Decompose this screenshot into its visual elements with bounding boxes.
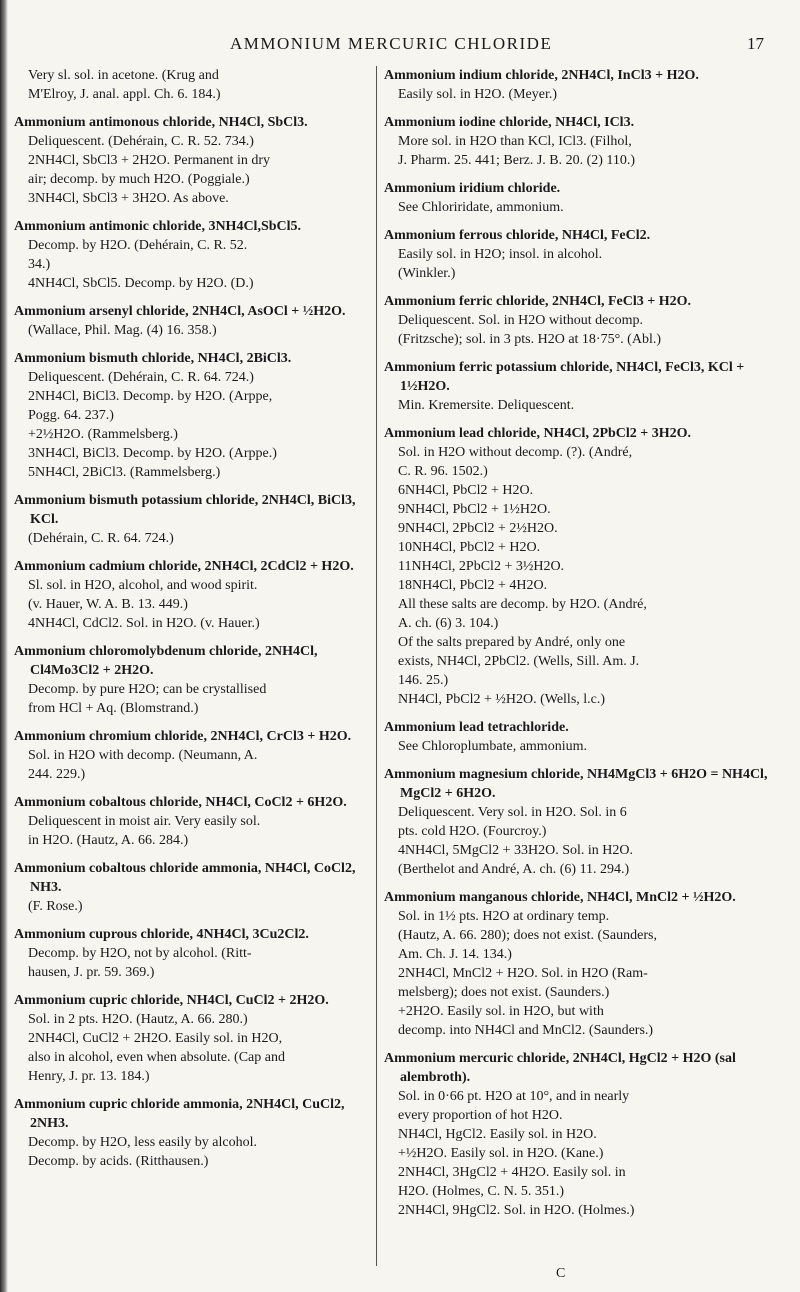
entry [14,349,370,482]
entry-line: air; decomp. by much H2O. (Poggiale.) [28,172,250,187]
entry-line: 2NH4Cl, 9HgCl2. Sol. in H2O. (Holmes.) [398,1203,635,1218]
entry [14,557,370,633]
entry-line: 34.) [28,257,51,272]
entry-line: 4NH4Cl, CdCl2. Sol. in H2O. (v. Hauer.) [28,616,260,631]
entry-line: decomp. into NH4Cl and MnCl2. (Saunders.) [398,1023,654,1038]
entry-line: Sol. in 0·66 pt. H2O at 10°, and in nearly [398,1089,630,1104]
entry [14,302,370,340]
entry-line: NH4Cl, PbCl2 + ½H2O. (Wells, l.c.) [398,692,606,707]
entry-heading: Ammonium cobaltous chloride ammonia, NH4Cl, CoCl2, NH3. [14,861,356,895]
entry-line: in H2O. (Hautz, A. 66. 284.) [28,833,189,848]
binding-edge [0,0,8,1292]
entry-line: exists, NH4Cl, 2PbCl2. (Wells, Sill. Am. J. [398,654,640,669]
entry-line: 11NH4Cl, 2PbCl2 + 3½H2O. [398,559,565,574]
entry-line: melsberg); does not exist. (Saunders.) [398,985,610,1000]
left-column [14,66,370,1276]
entry-heading: Ammonium manganous chloride, NH4Cl, MnCl2 + ½H2O. [384,890,736,905]
entry-heading: Ammonium indium chloride, 2NH4Cl, InCl3 + H2O. [384,68,699,83]
entry-line: J. Pharm. 25. 441; Berz. J. B. 20. (2) 110.) [398,153,636,168]
entry-heading: Ammonium arsenyl chloride, 2NH4Cl, AsOCl + ½H2O. [14,304,346,319]
entry-line: Deliquescent. Sol. in H2O without decomp. [398,313,643,328]
entry [384,66,768,104]
entry [384,358,768,415]
entry-line: every proportion of hot H2O. [398,1108,563,1123]
entry-line: 146. 25.) [398,673,449,688]
entry-line: Very sl. sol. in acetone. (Krug and [28,68,219,83]
entry-line: (Berthelot and André, A. ch. (6) 11. 294.) [398,862,630,877]
entry-line: (Fritzsche); sol. in 3 pts. H2O at 18·75°. (Abl.) [398,332,662,347]
entry [384,765,768,879]
entry [14,642,370,718]
entry [384,1049,768,1220]
entry [384,226,768,283]
entry-line: (Dehérain, C. R. 64. 724.) [28,531,174,546]
entry [384,179,768,217]
entry-line: 2NH4Cl, SbCl3 + 2H2O. Permanent in dry [28,153,270,168]
entry-line: A. ch. (6) 3. 104.) [398,616,499,631]
entry-heading: Ammonium cuprous chloride, 4NH4Cl, 3Cu2Cl2. [14,927,309,942]
entry-line: (Hautz, A. 66. 280); does not exist. (Saunders, [398,928,657,943]
entry-line: 2NH4Cl, 3HgCl2 + 4H2O. Easily sol. in [398,1165,626,1180]
entry [14,217,370,293]
entry-line: 2NH4Cl, MnCl2 + H2O. Sol. in H2O (Ram- [398,966,648,981]
entry-line: Sl. sol. in H2O, alcohol, and wood spirit. [28,578,258,593]
entry-heading: Ammonium ferric chloride, 2NH4Cl, FeCl3 + H2O. [384,294,691,309]
entry-line: 9NH4Cl, 2PbCl2 + 2½H2O. [398,521,558,536]
column-divider [376,66,377,1266]
entry-line: Decomp. by pure H2O; can be crystallised [28,682,267,697]
entry-line: Pogg. 64. 237.) [28,408,114,423]
entry-heading: Ammonium bismuth potassium chloride, 2NH4Cl, BiCl3, KCl. [14,493,356,527]
entry-line: 3NH4Cl, BiCl3. Decomp. by H2O. (Arppe.) [28,446,277,461]
entry-line: C. R. 96. 1502.) [398,464,488,479]
entry-line: Decomp. by H2O, less easily by alcohol. [28,1135,258,1150]
entry-heading: Ammonium magnesium chloride, NH4MgCl3 + 6H2O = NH4Cl, MgCl2 + 6H2O. [384,767,768,801]
running-title: AMMONIUM MERCURIC CHLORIDE [230,34,553,53]
entry-line: +2½H2O. (Rammelsberg.) [28,427,178,442]
entry-line: (Wallace, Phil. Mag. (4) 16. 358.) [28,323,217,338]
entry-line: Sol. in 1½ pts. H2O at ordinary temp. [398,909,610,924]
page-header [0,34,800,58]
entry-heading: Ammonium bismuth chloride, NH4Cl, 2BiCl3. [14,351,292,366]
entry-line: 5NH4Cl, 2BiCl3. (Rammelsberg.) [28,465,221,480]
entry-line: (Winkler.) [398,266,456,281]
entry-line: 10NH4Cl, PbCl2 + H2O. [398,540,541,555]
entry-line: See Chloriridate, ammonium. [398,200,564,215]
entry-line: +2H2O. Easily sol. in H2O, but with [398,1004,604,1019]
entry-heading: Ammonium antimonous chloride, NH4Cl, SbCl3. [14,115,308,130]
entry-line: 2NH4Cl, BiCl3. Decomp. by H2O. (Arppe, [28,389,273,404]
entry-line: 244. 229.) [28,767,86,782]
entry-line: also in alcohol, even when absolute. (Cap and [28,1050,285,1065]
entry-line: 3NH4Cl, SbCl3 + 3H2O. As above. [28,191,229,206]
entry-line: Deliquescent. (Dehérain, C. R. 52. 734.) [28,134,254,149]
entry-heading: Ammonium chromium chloride, 2NH4Cl, CrCl3 + H2O. [14,729,352,744]
entry-heading: Ammonium ferric potassium chloride, NH4Cl, FeCl3, KCl + 1½H2O. [384,360,745,394]
entry-heading: Ammonium cupric chloride ammonia, 2NH4Cl, CuCl2, 2NH3. [14,1097,345,1131]
entry-line: Deliquescent. Very sol. in H2O. Sol. in 6 [398,805,627,820]
entry [14,1095,370,1171]
entry-heading: Ammonium iodine chloride, NH4Cl, ICl3. [384,115,635,130]
entry-line: 9NH4Cl, PbCl2 + 1½H2O. [398,502,551,517]
entry-line: (v. Hauer, W. A. B. 13. 449.) [28,597,188,612]
entry-line: Min. Kremersite. Deliquescent. [398,398,575,413]
entry-line: More sol. in H2O than KCl, ICl3. (Filhol, [398,134,632,149]
entry-heading: Ammonium cobaltous chloride, NH4Cl, CoCl2 + 6H2O. [14,795,347,810]
entry-heading: Ammonium iridium chloride. [384,181,561,196]
entry [14,66,370,104]
signature-mark: C [556,1266,566,1281]
entry-line: (F. Rose.) [28,899,83,914]
entry-line: +½H2O. Easily sol. in H2O. (Kane.) [398,1146,604,1161]
entry [14,859,370,916]
entry-line: 6NH4Cl, PbCl2 + H2O. [398,483,534,498]
entry [384,113,768,170]
entry-line: 4NH4Cl, SbCl5. Decomp. by H2O. (D.) [28,276,254,291]
page-number: 17 [747,34,764,53]
entry [384,888,768,1040]
entry-heading: Ammonium ferrous chloride, NH4Cl, FeCl2. [384,228,651,243]
entry [14,727,370,784]
entry-heading: Ammonium chloromolybdenum chloride, 2NH4Cl, Cl4Mo3Cl2 + 2H2O. [14,644,318,678]
entry-line: Deliquescent. (Dehérain, C. R. 64. 724.) [28,370,254,385]
entry [384,424,768,709]
entry-line: Sol. in H2O without decomp. (?). (André, [398,445,633,460]
entry [14,793,370,850]
entry-line: Sol. in H2O with decomp. (Neumann, A. [28,748,258,763]
entry-line: All these salts are decomp. by H2O. (André, [398,597,647,612]
entry-heading: Ammonium lead tetrachloride. [384,720,569,735]
entry [14,925,370,982]
entry-line: M'Elroy, J. anal. appl. Ch. 6. 184.) [28,87,221,102]
entry-line: 18NH4Cl, PbCl2 + 4H2O. [398,578,548,593]
entry-heading: Ammonium cupric chloride, NH4Cl, CuCl2 + 2H2O. [14,993,329,1008]
entry-line: hausen, J. pr. 59. 369.) [28,965,155,980]
entry-heading: Ammonium antimonic chloride, 3NH4Cl,SbCl5. [14,219,302,234]
entry-line: 4NH4Cl, 5MgCl2 + 33H2O. Sol. in H2O. [398,843,634,858]
entry-line: 2NH4Cl, CuCl2 + 2H2O. Easily sol. in H2O, [28,1031,283,1046]
entry-line: pts. cold H2O. (Fourcroy.) [398,824,547,839]
entry-line: Decomp. by H2O. (Dehérain, C. R. 52. [28,238,248,253]
entry-heading: Ammonium lead chloride, NH4Cl, 2PbCl2 + 3H2O. [384,426,692,441]
entry-heading: Ammonium mercuric chloride, 2NH4Cl, HgCl2 + H2O (sal alembroth). [384,1051,736,1085]
entry-line: See Chloroplumbate, ammonium. [398,739,587,754]
entry-line: from HCl + Aq. (Blomstrand.) [28,701,199,716]
entry-line: NH4Cl, HgCl2. Easily sol. in H2O. [398,1127,597,1142]
entry [384,292,768,349]
entry [14,991,370,1086]
right-column [384,66,768,1276]
entry-line: Decomp. by H2O, not by alcohol. (Ritt- [28,946,252,961]
entry-line: Decomp. by acids. (Ritthausen.) [28,1154,209,1169]
entry-line: Deliquescent in moist air. Very easily sol. [28,814,261,829]
entry [14,113,370,208]
entry-line: Easily sol. in H2O. (Meyer.) [398,87,558,102]
entry [384,718,768,756]
entry-heading: Ammonium cadmium chloride, 2NH4Cl, 2CdCl2 + H2O. [14,559,354,574]
entry-line: Easily sol. in H2O; insol. in alcohol. [398,247,603,262]
entry-line: Am. Ch. J. 14. 134.) [398,947,512,962]
entry-line: Of the salts prepared by André, only one [398,635,626,650]
entry-line: Sol. in 2 pts. H2O. (Hautz, A. 66. 280.) [28,1012,248,1027]
entry-line: Henry, J. pr. 13. 184.) [28,1069,150,1084]
entry-line: H2O. (Holmes, C. N. 5. 351.) [398,1184,565,1199]
entry [14,491,370,548]
